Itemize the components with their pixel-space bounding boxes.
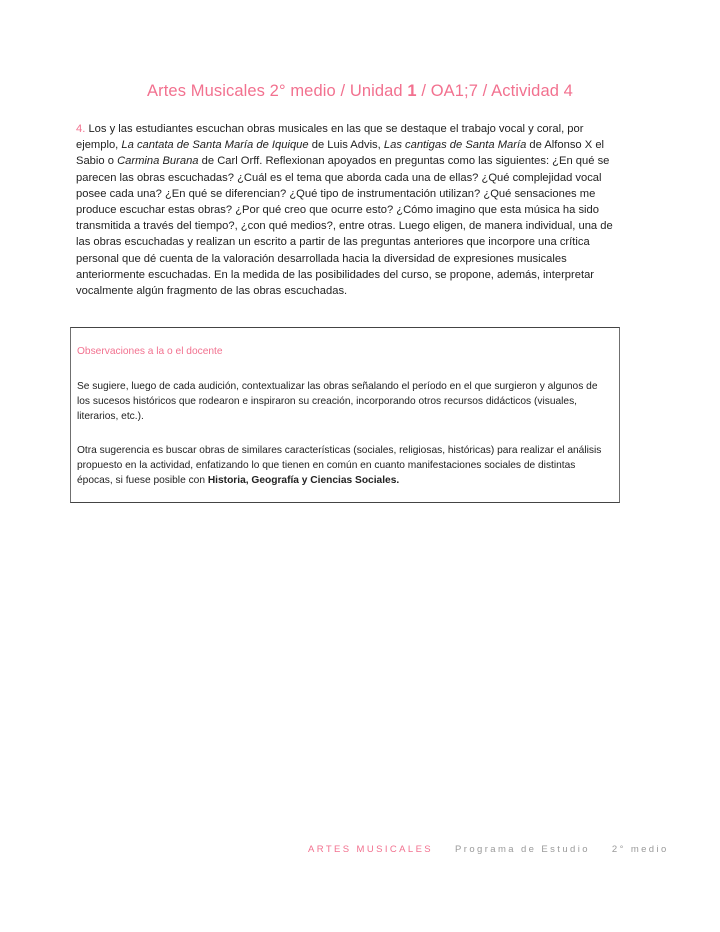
page-title (0, 82, 720, 101)
activity-body (76, 123, 613, 297)
observations-heading: Observaciones a la o el docente (77, 346, 223, 357)
activity-description (76, 121, 624, 299)
work-title: Carmina Burana (117, 155, 199, 168)
activity-text: de Carl Orff. Reflexionan apoyados en preguntas como las siguientes: ¿En qué se parecen las obras escuchadas? ¿Cuál es el tema que aborda cada una de ellas? ¿Qué complejidad vocal posee cada una? ¿En qué se diferencian? ¿Qué tipo de instrumentación utilizan? ¿Qué sensaciones me produce escuchar estas obras? ¿Por qué creo que ocurre esto? ¿Cómo imagino que esta música ha sido transmitida a través del tiempo?, ¿con qué medios?, entre otras. Luego eligen, de manera individual, una de las obras escuchadas y realizan un escrito a partir de las preguntas anteriores que incorpore una crítica personal que dé cuenta de la valoración desarrollada hacia la diversidad de expresiones musicales anteriormente escuchadas. En la medida de las posibilidades del curso, se propone, además, interpretar vocalmente algún fragmento de las obras escuchadas. (76, 155, 613, 298)
observations-paragraph-2-text: Otra sugerencia es buscar obras de similares características (sociales, religiosas, históricas) para realizar el análisis propuesto en la actividad, enfatizando lo que tienen en común en cuanto manifestaciones sociales de distintas épocas, si fuese posible con (77, 445, 602, 486)
work-title: Las cantigas de Santa María (383, 139, 527, 152)
observations-subject-link: Historia, Geografía y Ciencias Sociales. (207, 475, 400, 486)
page-footer (308, 844, 669, 855)
teacher-observations-box (70, 327, 620, 503)
title-part1: Artes Musicales 2° medio / Unidad (147, 82, 408, 100)
footer-program: Programa de Estudio (455, 844, 590, 855)
footer-grade: 2° medio (611, 844, 669, 855)
activity-text: de Luis Advis, (308, 139, 384, 152)
observations-paragraph-1: Se sugiere, luego de cada audición, contextualizar las obras señalando el período en el que surgieron y algunos de los sucesos históricos que rodearon e inspiraron su creación, incorporando otros recursos didácticos (visuales, literarios, etc.). (77, 381, 598, 422)
work-title: La cantata de Santa María de Iquique (121, 139, 309, 152)
activity-text: Los y las estudiantes escuchan obras musicales en las que se destaque el trabajo vocal y coral, por ejemplo, (76, 123, 584, 152)
title-unit-number: 1 (407, 82, 417, 100)
title-part2: / OA1;7 / Actividad 4 (416, 82, 573, 100)
activity-number: 4. (76, 123, 86, 135)
footer-subject: ARTES MUSICALES (308, 844, 434, 855)
activity-text: de Alfonso X el Sabio o (76, 139, 605, 168)
observations-paragraph-2 (77, 443, 611, 488)
